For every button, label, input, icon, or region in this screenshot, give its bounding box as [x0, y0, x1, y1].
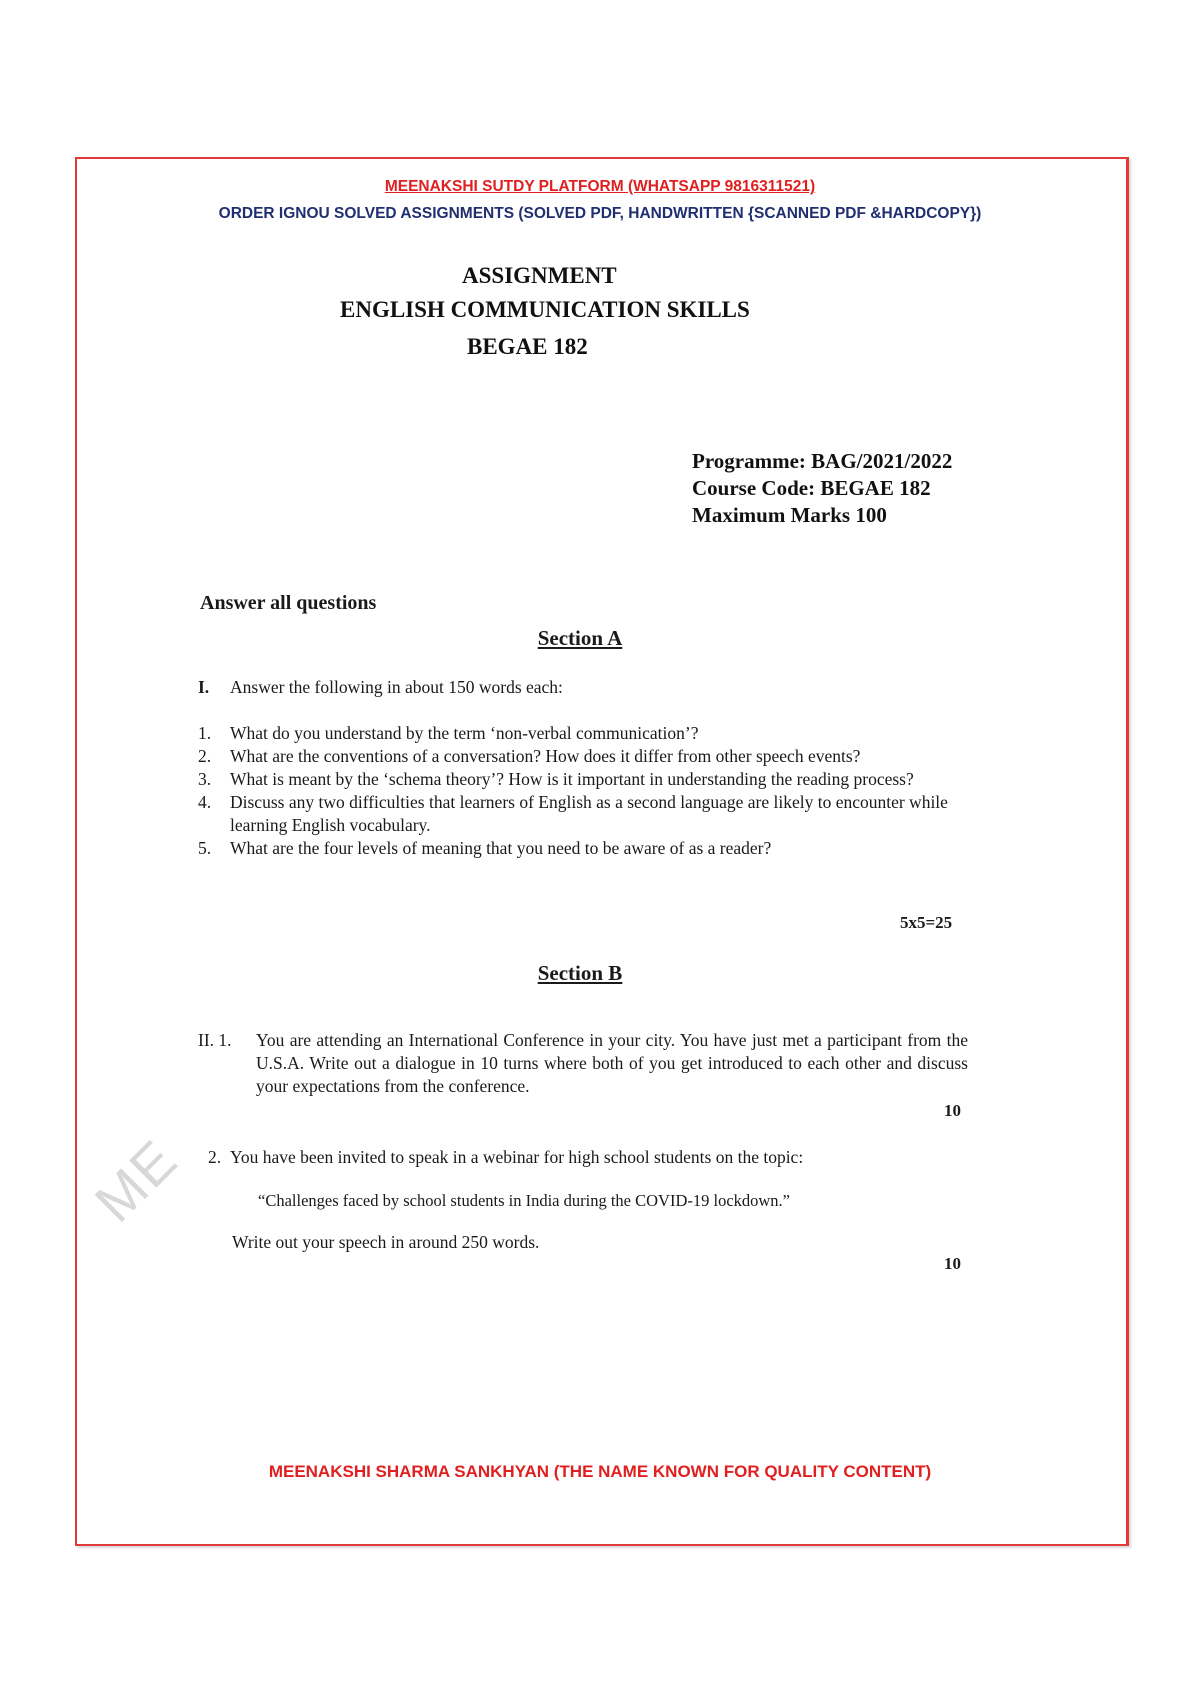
question-1-marks: 10 [944, 1101, 961, 1120]
section-a-heading: Section A [537, 626, 623, 650]
section-a-number: I. [198, 677, 210, 697]
section-a-intro-text: Answer the following in about 150 words each: [230, 677, 563, 697]
section-a-questions [198, 722, 968, 860]
question-2-text: You have been invited to speak in a webinar for high school students on the topic: [230, 1147, 804, 1167]
section-b-question-2 [208, 1146, 803, 1169]
instruction-heading: Answer all questions [200, 592, 377, 614]
question-2-topic: “Challenges faced by school students in India during the COVID-19 lockdown.” [258, 1191, 791, 1210]
max-marks-label: Maximum Marks 100 [692, 503, 887, 527]
course-code-label: Course Code: BEGAE 182 [692, 476, 931, 500]
list-item: 5. What are the four levels of meaning that you need to be aware of as a reader? [198, 838, 772, 858]
list-item: 1. What do you understand by the term ‘non-verbal communication’? [198, 723, 699, 743]
question-2-number: 2. [208, 1147, 222, 1167]
question-1-number: II. 1. [198, 1030, 232, 1050]
list-item: 4. Discuss any two difficulties that learners of English as a second language are likely to encounter while learning English vocabulary. [198, 792, 948, 835]
section-b-heading: Section B [537, 961, 623, 985]
watermark: ME [82, 1127, 190, 1234]
programme-label: Programme: BAG/2021/2022 [692, 449, 953, 473]
section-a-marks: 5x5=25 [900, 913, 953, 932]
order-banner: ORDER IGNOU SOLVED ASSIGNMENTS (SOLVED PDF, HANDWRITTEN {SCANNED PDF &HARDCOPY}) [218, 205, 982, 222]
question-2-marks: 10 [944, 1254, 961, 1273]
assignment-title: ASSIGNMENT [462, 263, 617, 288]
section-b-question-1 [198, 1029, 968, 1098]
section-a-intro [198, 676, 563, 699]
question-2-instruction: Write out your speech in around 250 words. [232, 1232, 540, 1252]
footer-banner: MEENAKSHI SHARMA SANKHYAN (THE NAME KNOWN FOR QUALITY CONTENT) [268, 1462, 932, 1481]
assignment-meta [692, 448, 952, 529]
platform-banner: MEENAKSHI SUTDY PLATFORM (WHATSAPP 9816311521) [384, 178, 816, 195]
course-code-title: BEGAE 182 [467, 334, 588, 359]
course-title: ENGLISH COMMUNICATION SKILLS [340, 297, 750, 322]
question-1-text: You are attending an International Conference in your city. You have just met a participant from the U.S.A. Write out a dialogue in 10 turns where both of you get introduced to each other and discuss your expectations from the conference. [256, 1030, 968, 1096]
list-item: 2. What are the conventions of a conversation? How does it differ from other speech events? [198, 746, 861, 766]
list-item: 3. What is meant by the ‘schema theory’? How is it important in understanding the reading process? [198, 769, 914, 789]
